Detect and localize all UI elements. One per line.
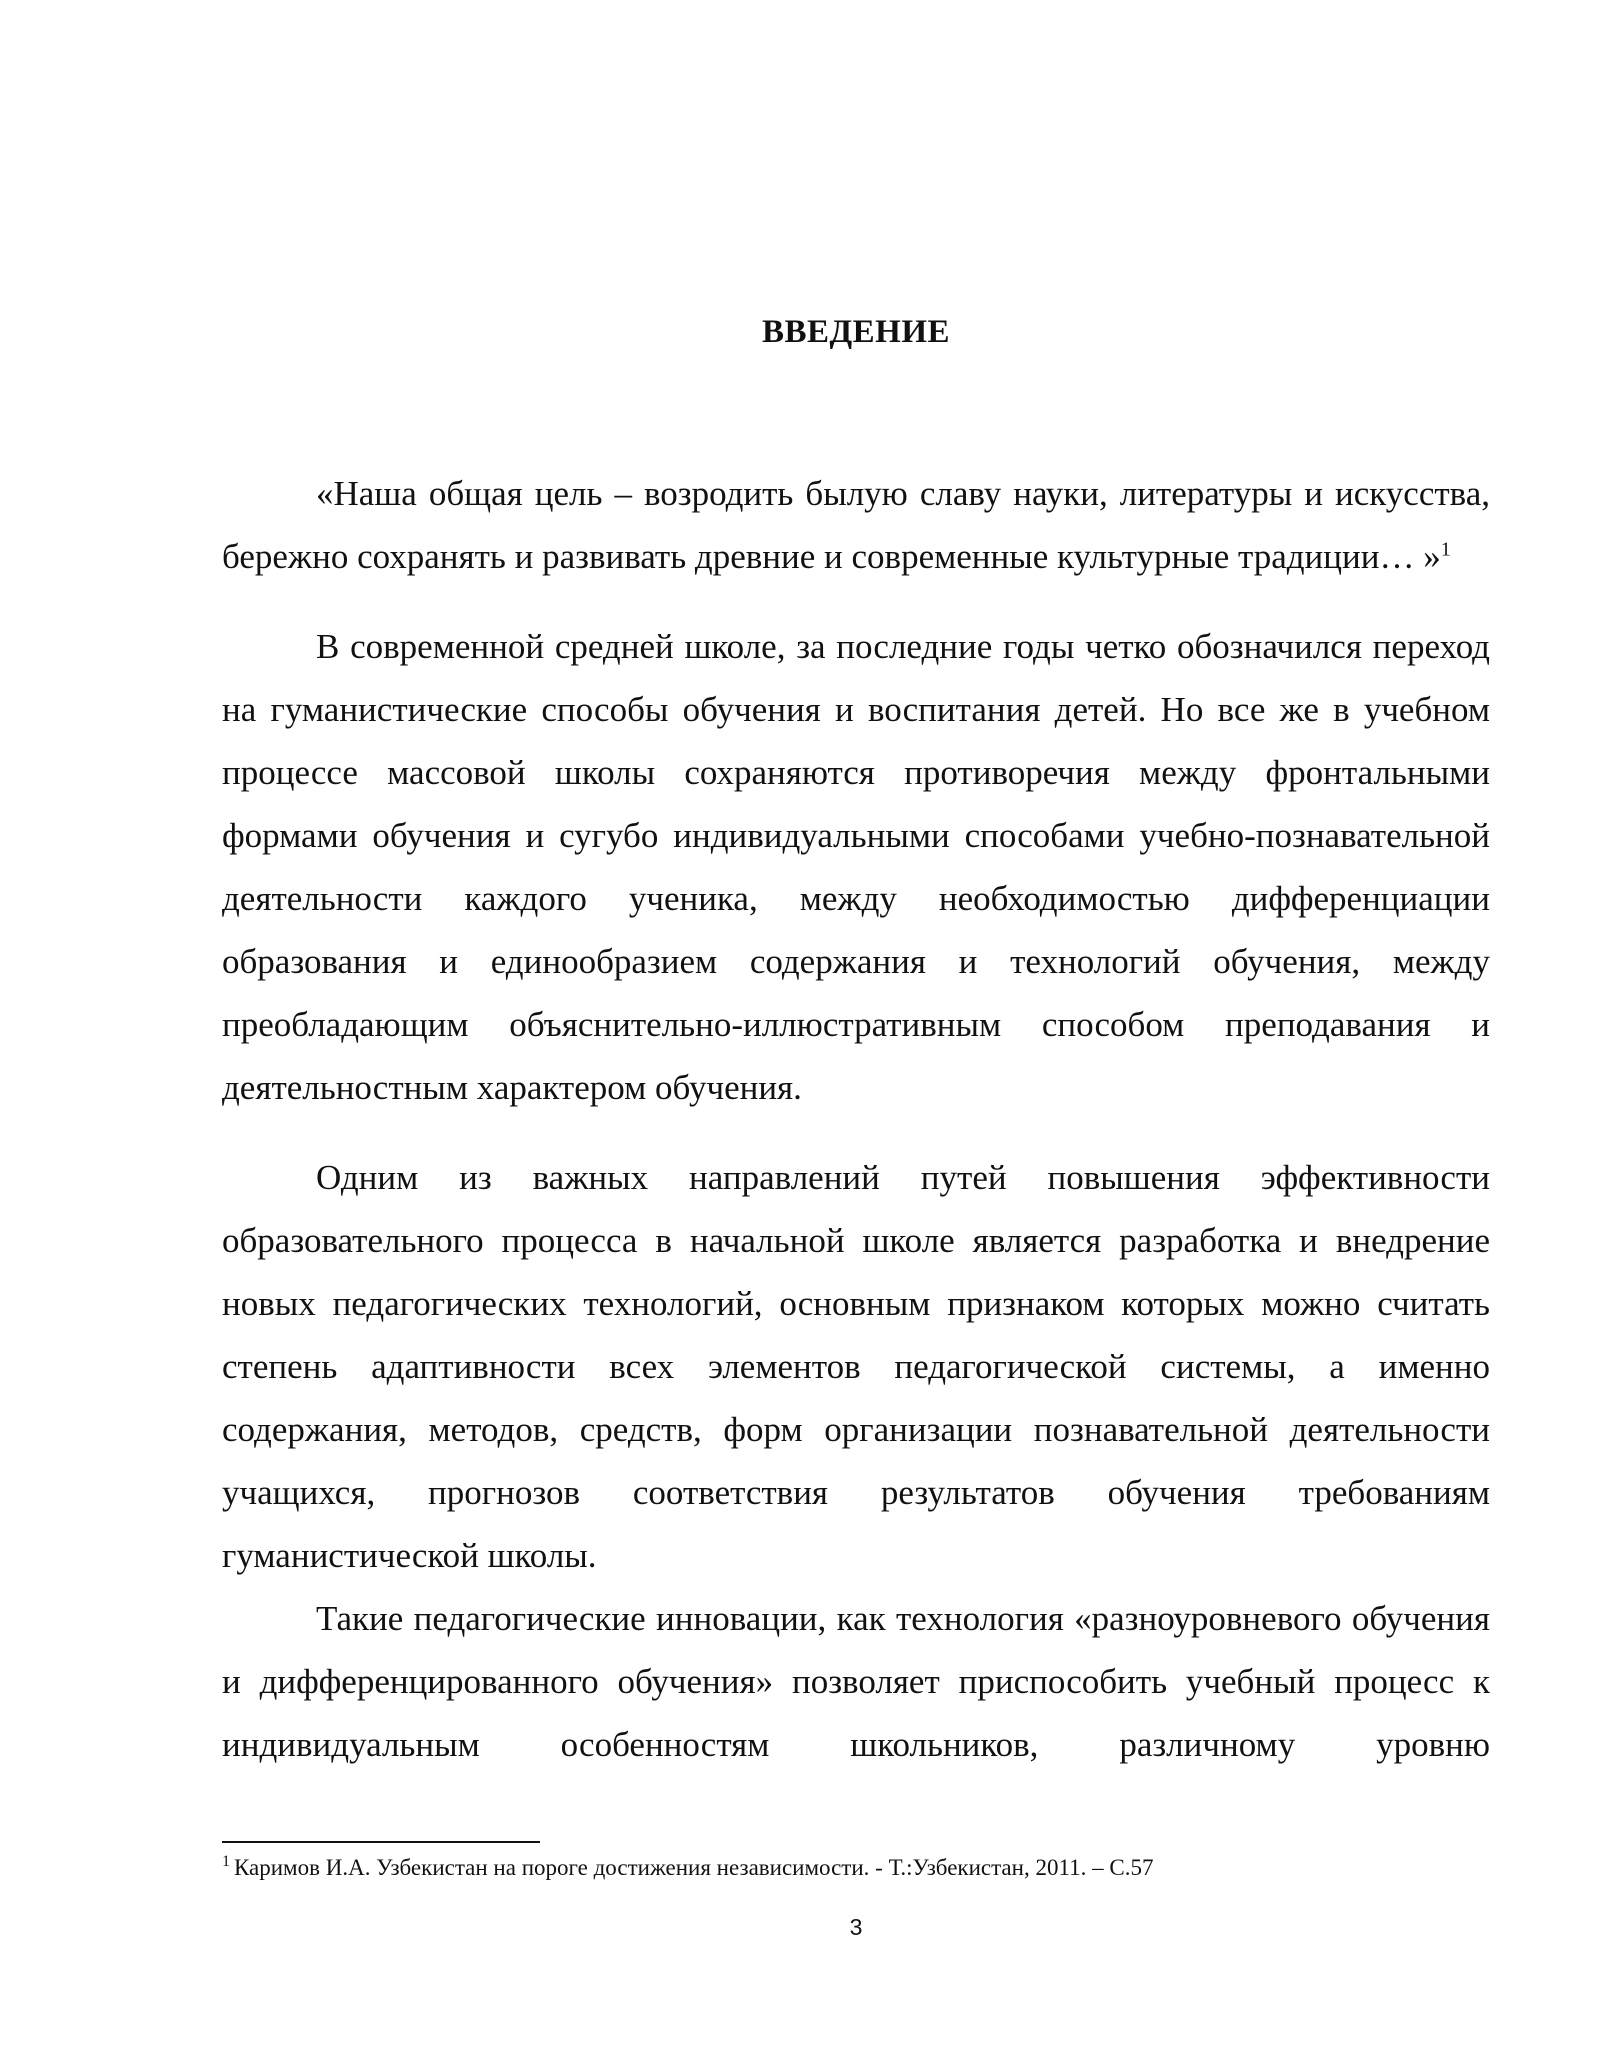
paragraph: Такие педагогические инновации, как технология «разноуровневого обучения и дифференцированного обучения» позволяет приспособить учебный процесс к индивидуальным особенностям школьников, различному уровню — [222, 1599, 1490, 1764]
footnote-reference: 1 — [1440, 538, 1451, 561]
footnote-text: Каримов И.А. Узбекистан на пороге достижения независимости. - Т.:Узбекистан, 2011. – С.57 — [234, 1855, 1154, 1880]
footnote-separator — [222, 1841, 540, 1843]
footnote — [222, 1850, 1490, 1886]
body-text — [222, 462, 1490, 1776]
paragraph: В современной средней школе, за последние годы четко обозначился переход на гуманистические способы обучения и воспитания детей. Но все же в учебном процессе массовой школы сохраняются противоречия между фронтальными формами обучения и сугубо индивидуальными способами учебно-познавательной деятельности каждого ученика, между необходимостью дифференциации образования и единообразием содержания и технологий обучения, между преобладающим объяснительно-иллюстративным способом преподавания и деятельностным характером обучения. — [222, 627, 1490, 1107]
page-title: ВВЕДЕНИЕ — [761, 314, 951, 350]
paragraph-quote-text: «Наша общая цель – возродить былую славу науки, литературы и искусства, бережно сохранять и развивать древние и современные культурные традиции… » — [222, 474, 1490, 576]
footnote-number: 1 — [222, 1853, 230, 1871]
page-number: 3 — [849, 1914, 863, 1940]
paragraph: Одним из важных направлений путей повышения эффективности образовательного процесса в начальной школе является разработка и внедрение новых педагогических технологий, основным признаком которых можно считать степень адаптивности всех элементов педагогической системы, а именно содержания, методов, средств, форм организации познавательной деятельности учащихся, прогнозов соответствия результатов обучения требованиям гуманистической школы. — [222, 1158, 1490, 1575]
paragraph-quote — [222, 462, 1490, 588]
